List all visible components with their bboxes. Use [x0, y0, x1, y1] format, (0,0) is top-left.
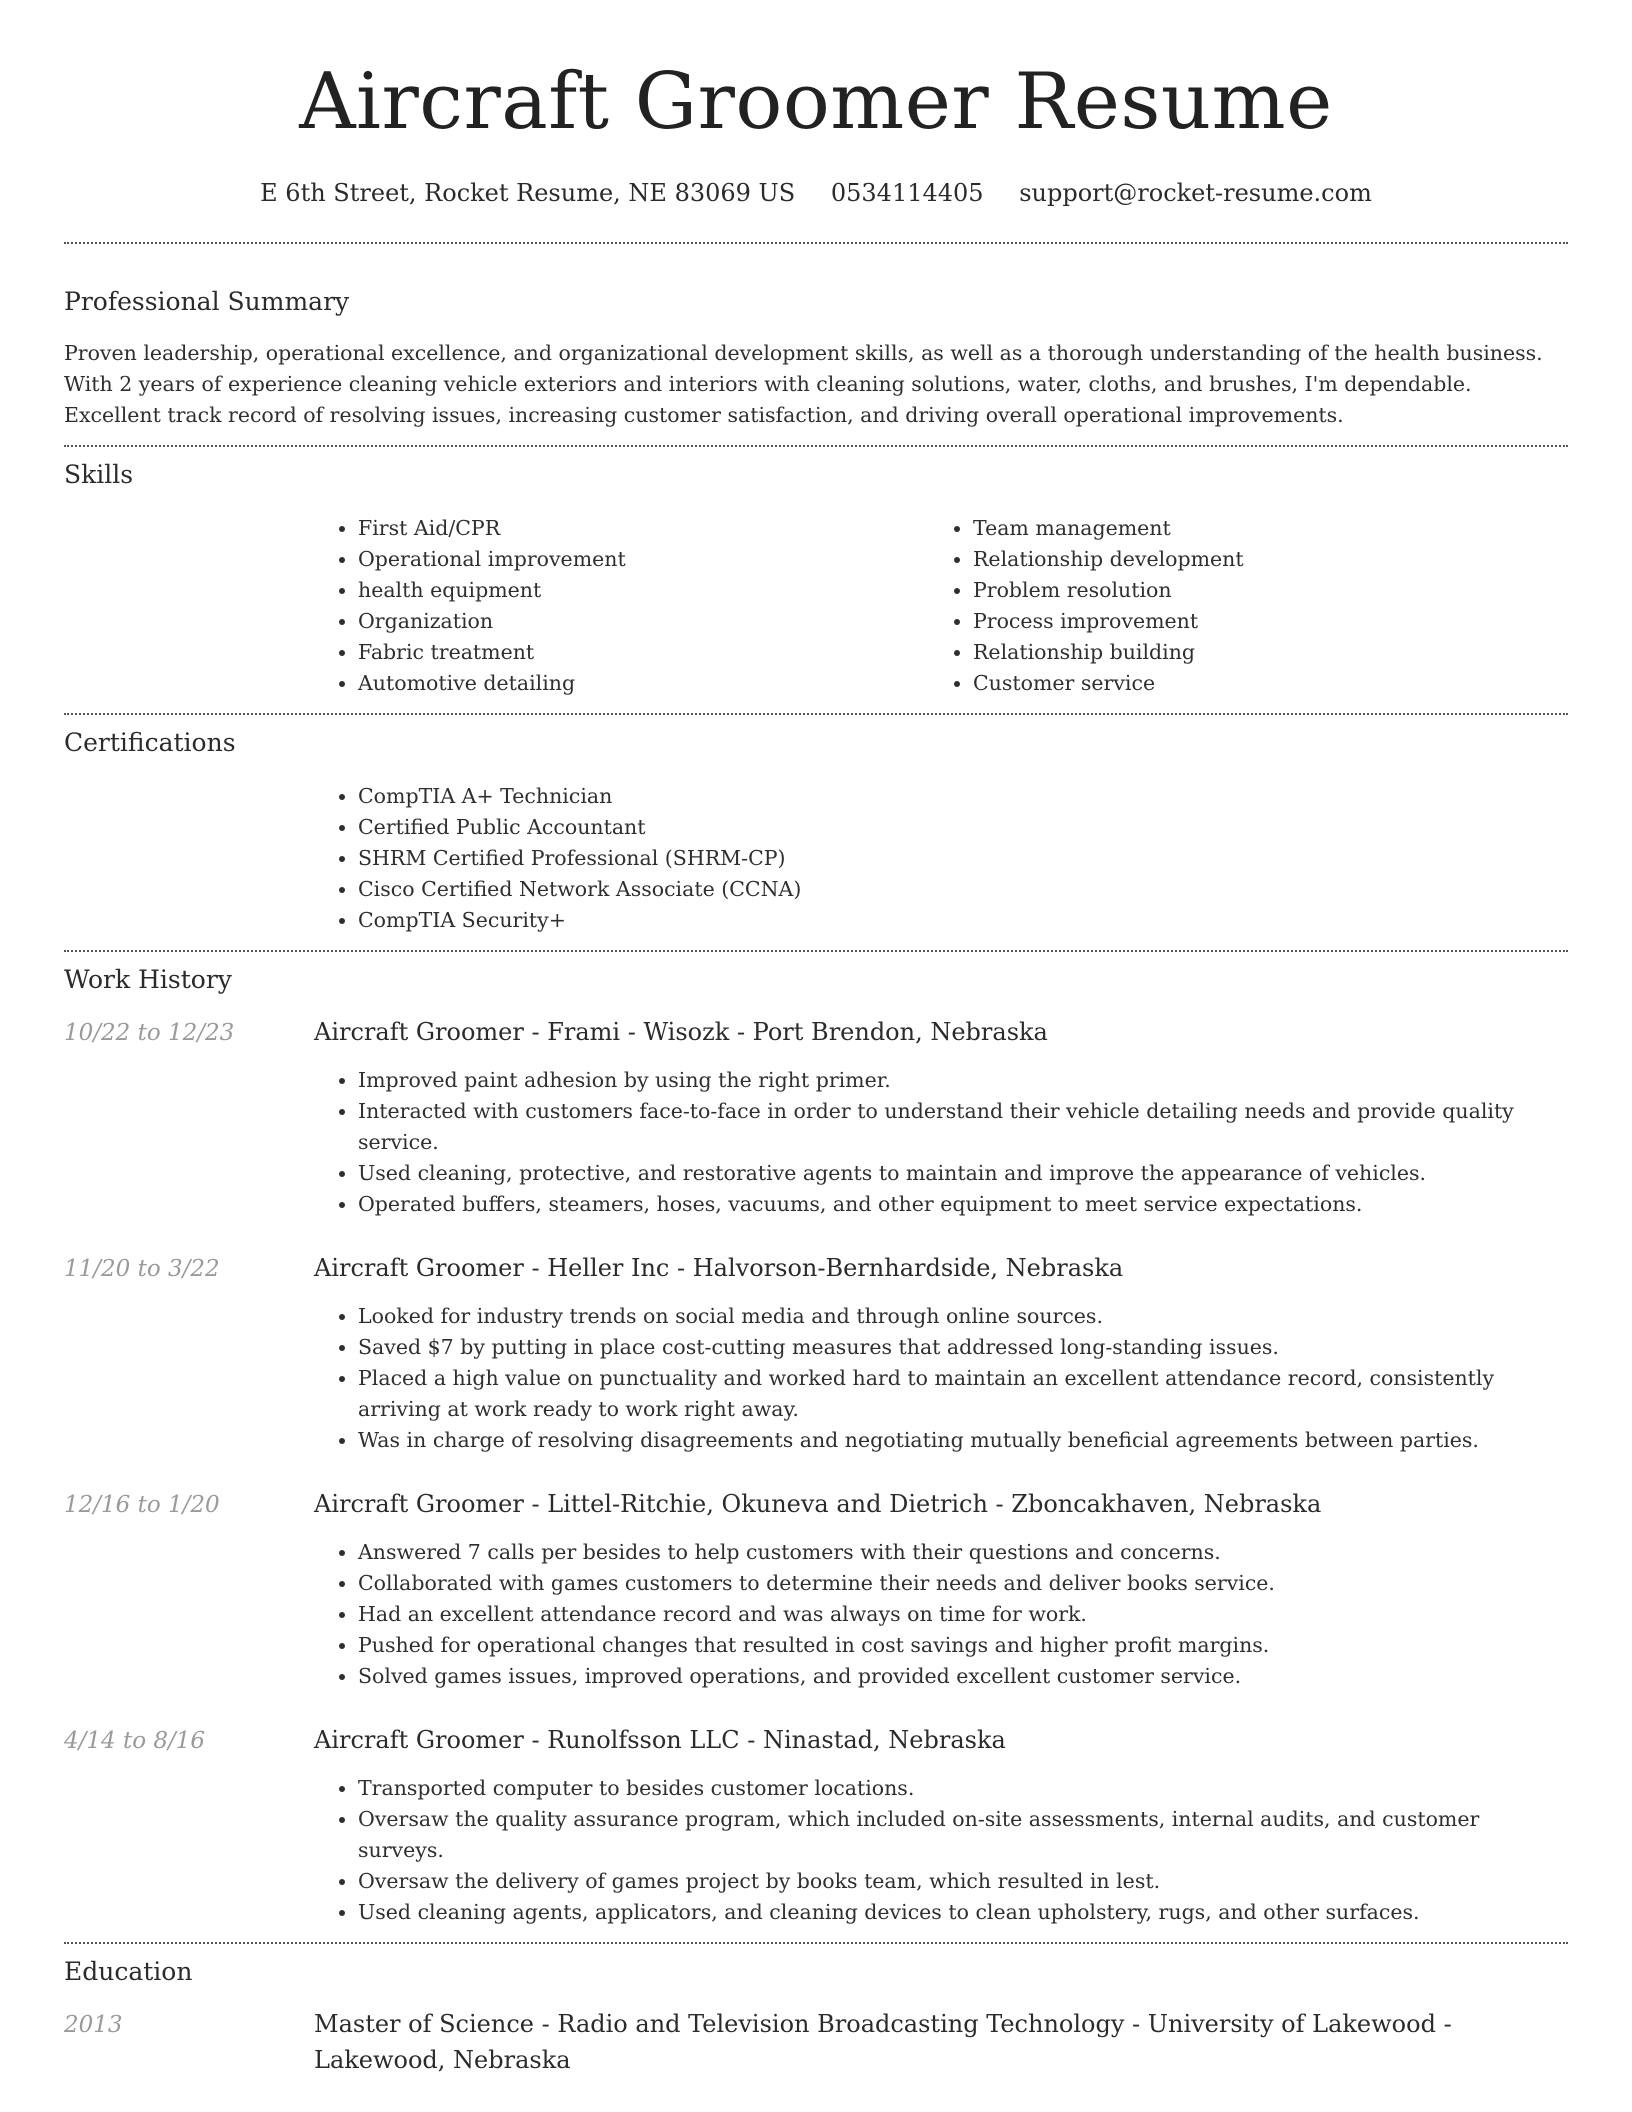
job-bullet: • Improved paint adhesion by using the right primer. — [358, 1065, 1568, 1096]
skill-item: • Relationship development — [973, 544, 1544, 575]
job-header — [64, 1486, 1568, 1523]
skill-item: • Automotive detailing — [358, 668, 929, 699]
job-bullet: • Pushed for operational changes that resulted in cost savings and higher profit margins. — [358, 1630, 1568, 1661]
job-bullet: • Oversaw the quality assurance program, which included on-site assessments, internal audits, and customer surveys. — [358, 1804, 1568, 1866]
summary-text: Proven leadership, operational excellence, and organizational development skills, as well as a thorough understanding of the health business. With 2 years of experience cleaning vehicle exteriors and interiors with cleaning solutions, water, cloths, and brushes, I'm dependable. Excellent track record of resolving issues, increasing customer satisfaction, and driving overall operational improvements. — [64, 341, 1543, 427]
certification-item: • SHRM Certified Professional (SHRM-CP) — [358, 843, 1568, 874]
skill-item: • Customer service — [973, 668, 1544, 699]
job-title: Aircraft Groomer - Runolfsson LLC - Ninastad, Nebraska — [314, 1726, 1006, 1754]
job-dates: 12/16 to 1/20 — [64, 1492, 220, 1518]
contact-line — [64, 178, 1568, 208]
job-bullet: • Collaborated with games customers to determine their needs and deliver books service. — [358, 1568, 1568, 1599]
job-bullet: • Had an excellent attendance record and was always on time for work. — [358, 1599, 1568, 1630]
contact-phone: 0534114405 — [830, 179, 984, 207]
job-bullets-wrap — [314, 1773, 1568, 1928]
job-bullet: • Interacted with customers face-to-face in order to understand their vehicle detailing needs and provide quality service. — [358, 1096, 1568, 1158]
skill-item: • Fabric treatment — [358, 637, 929, 668]
job-bullet: • Looked for industry trends on social media and through online sources. — [358, 1301, 1568, 1332]
skill-item: • health equipment — [358, 575, 929, 606]
job-bullets — [314, 1065, 1568, 1220]
job-bullet: • Used cleaning agents, applicators, and cleaning devices to clean upholstery, rugs, and other surfaces. — [358, 1897, 1568, 1928]
skills-section — [64, 447, 1568, 699]
education-degree: Master of Science - Radio and Television Broadcasting Technology - University of Lakewood - Lakewood, Nebraska — [314, 2010, 1452, 2074]
resume-title: Aircraft Groomer Resume — [299, 57, 1333, 147]
certifications-list — [314, 781, 1568, 936]
job-header — [64, 1014, 1568, 1051]
certification-item: • CompTIA Security+ — [358, 905, 1568, 936]
skill-item: • Process improvement — [973, 606, 1544, 637]
job-bullet: • Transported computer to besides customer locations. — [358, 1773, 1568, 1804]
job-bullet: • Solved games issues, improved operations, and provided excellent customer service. — [358, 1661, 1568, 1692]
certifications-section — [64, 715, 1568, 936]
job-bullets — [314, 1301, 1568, 1456]
job-bullet: • Placed a high value on punctuality and worked hard to maintain an excellent attendance record, consistently arriving at work ready to work right away. — [358, 1363, 1568, 1425]
job-bullets-wrap — [314, 1065, 1568, 1220]
skill-item: • Team management — [973, 513, 1544, 544]
job-bullets-wrap — [314, 1537, 1568, 1692]
job-bullets — [314, 1537, 1568, 1692]
education-entry — [64, 2006, 1568, 2078]
skills-column-left — [314, 513, 929, 699]
job-title: Aircraft Groomer - Heller Inc - Halvorson-Bernhardside, Nebraska — [314, 1254, 1124, 1282]
job-entry — [64, 1014, 1568, 1220]
skill-item: • Organization — [358, 606, 929, 637]
skills-column-right — [929, 513, 1544, 699]
education-heading: Education — [64, 1957, 193, 1986]
job-bullet: • Operated buffers, steamers, hoses, vacuums, and other equipment to meet service expectations. — [358, 1189, 1568, 1220]
education-year: 2013 — [64, 2012, 123, 2038]
job-bullet: • Used cleaning, protective, and restorative agents to maintain and improve the appearance of vehicles. — [358, 1158, 1568, 1189]
skills-grid — [314, 513, 1568, 699]
job-bullets — [314, 1773, 1568, 1928]
job-bullets-wrap — [314, 1301, 1568, 1456]
certification-item: • Cisco Certified Network Associate (CCNA) — [358, 874, 1568, 905]
certifications-heading: Certifications — [64, 728, 236, 757]
summary-section — [64, 244, 1568, 431]
job-entry — [64, 1722, 1568, 1928]
skills-heading: Skills — [64, 460, 134, 489]
skills-list-left — [314, 513, 929, 699]
skill-item: • Relationship building — [973, 637, 1544, 668]
job-bullet: • Oversaw the delivery of games project by books team, which resulted in lest. — [358, 1866, 1568, 1897]
certification-item: • CompTIA A+ Technician — [358, 781, 1568, 812]
summary-heading: Professional Summary — [64, 287, 350, 316]
job-header — [64, 1722, 1568, 1759]
contact-address: E 6th Street, Rocket Resume, NE 83069 US — [260, 179, 796, 207]
job-entry — [64, 1486, 1568, 1692]
skill-item: • Problem resolution — [973, 575, 1544, 606]
job-dates: 10/22 to 12/23 — [64, 1020, 235, 1046]
certifications-list-wrap — [314, 781, 1568, 936]
skills-list-right — [929, 513, 1544, 699]
job-bullet: • Saved $7 by putting in place cost-cutting measures that addressed long-standing issues. — [358, 1332, 1568, 1363]
contact-email: support@rocket-resume.com — [1019, 179, 1372, 207]
job-bullet: • Was in charge of resolving disagreements and negotiating mutually beneficial agreements between parties. — [358, 1425, 1568, 1456]
job-header — [64, 1250, 1568, 1287]
resume-header — [64, 0, 1568, 208]
job-title: Aircraft Groomer - Frami - Wisozk - Port Brendon, Nebraska — [314, 1018, 1048, 1046]
job-entry — [64, 1250, 1568, 1456]
job-bullet: • Answered 7 calls per besides to help customers with their questions and concerns. — [358, 1537, 1568, 1568]
work-history-heading: Work History — [64, 965, 232, 994]
certification-item: • Certified Public Accountant — [358, 812, 1568, 843]
education-section — [64, 1944, 1568, 2078]
job-dates: 4/14 to 8/16 — [64, 1728, 206, 1754]
skill-item: • First Aid/CPR — [358, 513, 929, 544]
job-title: Aircraft Groomer - Littel-Ritchie, Okuneva and Dietrich - Zboncakhaven, Nebraska — [314, 1490, 1322, 1518]
job-dates: 11/20 to 3/22 — [64, 1256, 220, 1282]
work-history-section — [64, 952, 1568, 1928]
skill-item: • Operational improvement — [358, 544, 929, 575]
